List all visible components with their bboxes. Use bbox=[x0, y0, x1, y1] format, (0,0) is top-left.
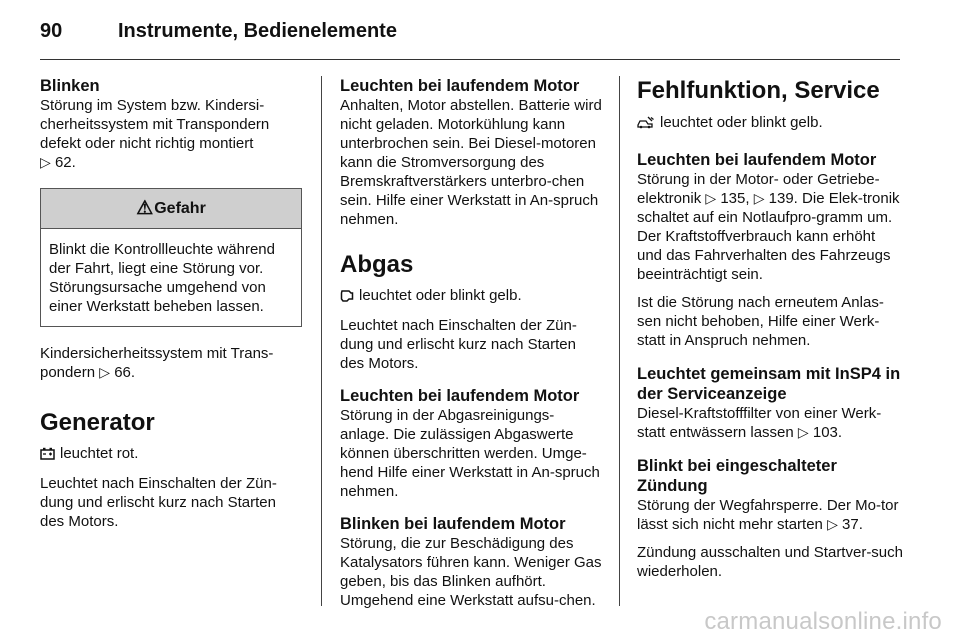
heading-blinken-motor: Blinken bei laufendem Motor bbox=[340, 515, 566, 533]
motor-3-text: Störung in der Motor- oder Getriebe-elektronik ▷ 135, ▷ 139. Die Elek-tronik schaltet auf ein Notlaufpro-gramm um. Der Kraftstoffverbrauch kann erhöht und das Fahrverhalten des Fahrzeugs beeinträchtigt sein. bbox=[637, 171, 900, 283]
page-title: Instrumente, Bedienelemente bbox=[118, 20, 397, 42]
motor-3-ref-a[interactable]: 135, bbox=[720, 190, 750, 207]
reference-arrow-icon: ▷ bbox=[827, 516, 838, 532]
insp-ref[interactable]: 103. bbox=[812, 424, 843, 441]
heading-abgas: Abgas bbox=[340, 251, 414, 278]
kinder-text: Kindersicherheitssystem mit Trans-pondern ▷ 66. bbox=[40, 345, 274, 381]
heading-insp: Leuchtet gemeinsam mit InSP4 in der Serviceanzeige bbox=[637, 365, 901, 403]
column-middle bbox=[340, 76, 602, 610]
column-divider-1 bbox=[321, 76, 322, 606]
reference-arrow-icon: ▷ bbox=[40, 154, 51, 170]
service-wrench-car-icon bbox=[637, 115, 655, 134]
heading-generator: Generator bbox=[40, 409, 155, 436]
header-rule bbox=[40, 59, 900, 60]
warning-text: Blinkt die Kontrollleuchte während der Fahrt, liegt eine Störung vor. Störungsursache umgehend von einer Werkstatt beheben lassen. bbox=[49, 241, 275, 315]
heading-zuendung: Blinkt bei eingeschalteter Zündung bbox=[637, 457, 837, 495]
warning-icon: ⚠ bbox=[136, 198, 154, 219]
abgas-text: Leuchtet nach Einschalten der Zün-dung und erlischt kurz nach Starten des Motors. bbox=[340, 317, 577, 372]
motor-1-text: Anhalten, Motor abstellen. Batterie wird nicht geladen. Motorkühlung kann unterbrochen sein. Bei Diesel-motoren kann die Stromversorgung des Bremskraftverstärkers unterbro-chen sein. Hilfe einer Werkstatt in An-spruch nehmen. bbox=[340, 97, 602, 228]
warning-box bbox=[40, 188, 302, 327]
generator-text: Leuchtet nach Einschalten der Zün-dung und erlischt kurz nach Starten des Motors. bbox=[40, 475, 277, 530]
engine-icon bbox=[340, 288, 354, 307]
reference-arrow-icon: ▷ bbox=[753, 190, 765, 206]
warning-header bbox=[41, 189, 301, 229]
motor-2-text: Störung in der Abgasreinigungs-anlage. Die zulässigen Abgaswerte können überschritten werden. Umge-hend Hilfe einer Werkstatt in An-spruch nehmen. bbox=[340, 407, 600, 500]
heading-motor-1: Leuchten bei laufendem Motor bbox=[340, 77, 580, 95]
reference-arrow-icon: ▷ bbox=[99, 364, 111, 380]
heading-motor-2: Leuchten bei laufendem Motor bbox=[340, 387, 580, 405]
heading-motor-3: Leuchten bei laufendem Motor bbox=[637, 151, 877, 169]
kinder-ref[interactable]: 66. bbox=[114, 364, 136, 381]
column-divider-2 bbox=[619, 76, 620, 606]
zuend-ref[interactable]: 37. bbox=[842, 516, 863, 533]
abgas-status: leuchtet oder blinkt gelb. bbox=[340, 286, 602, 307]
page-header bbox=[40, 20, 397, 46]
column-left bbox=[40, 76, 302, 531]
zuend-text-2: Zündung ausschalten und Startver-such wiederholen. bbox=[637, 544, 903, 580]
heading-blinken: Blinken bbox=[40, 77, 100, 95]
motor-3-text-c: Ist die Störung nach erneutem Anlas-sen nicht behoben, Hilfe einer Werk-statt in Anspruch nehmen. bbox=[637, 294, 884, 349]
battery-icon bbox=[40, 446, 55, 465]
reference-arrow-icon: ▷ bbox=[797, 424, 809, 440]
blinken-ref[interactable]: 62. bbox=[54, 154, 76, 171]
warning-title: Gefahr bbox=[154, 199, 206, 217]
heading-fehlfunktion: Fehlfunktion, Service bbox=[637, 77, 880, 104]
zuend-text: Störung der Wegfahrsperre. Der Mo-tor lässt sich nicht mehr starten ▷ 37. bbox=[637, 497, 899, 533]
blinken-text: Störung im System bzw. Kindersi-cherheitssystem mit Transpondern defekt oder nicht richtig montiert ▷ 62. bbox=[40, 97, 270, 171]
blinken-motor-text: Störung, die zur Beschädigung des Katalysators führen kann. Weniger Gas geben, bis das Blinken aufhört. Umgehend eine Werkstatt aufsu-chen. bbox=[340, 535, 602, 609]
motor-3-ref-b[interactable]: 139. bbox=[768, 190, 798, 207]
reference-arrow-icon: ▷ bbox=[705, 190, 717, 206]
fehl-status: leuchtet oder blinkt gelb. bbox=[637, 113, 903, 134]
watermark: carmanualsonline.info bbox=[704, 608, 942, 635]
page-number: 90 bbox=[40, 20, 63, 42]
insp-text: Diesel-Kraftstofffilter von einer Werk-statt entwässern lassen ▷ 103. bbox=[637, 405, 882, 441]
column-right bbox=[637, 76, 903, 581]
generator-status: leuchtet rot. bbox=[40, 444, 302, 465]
